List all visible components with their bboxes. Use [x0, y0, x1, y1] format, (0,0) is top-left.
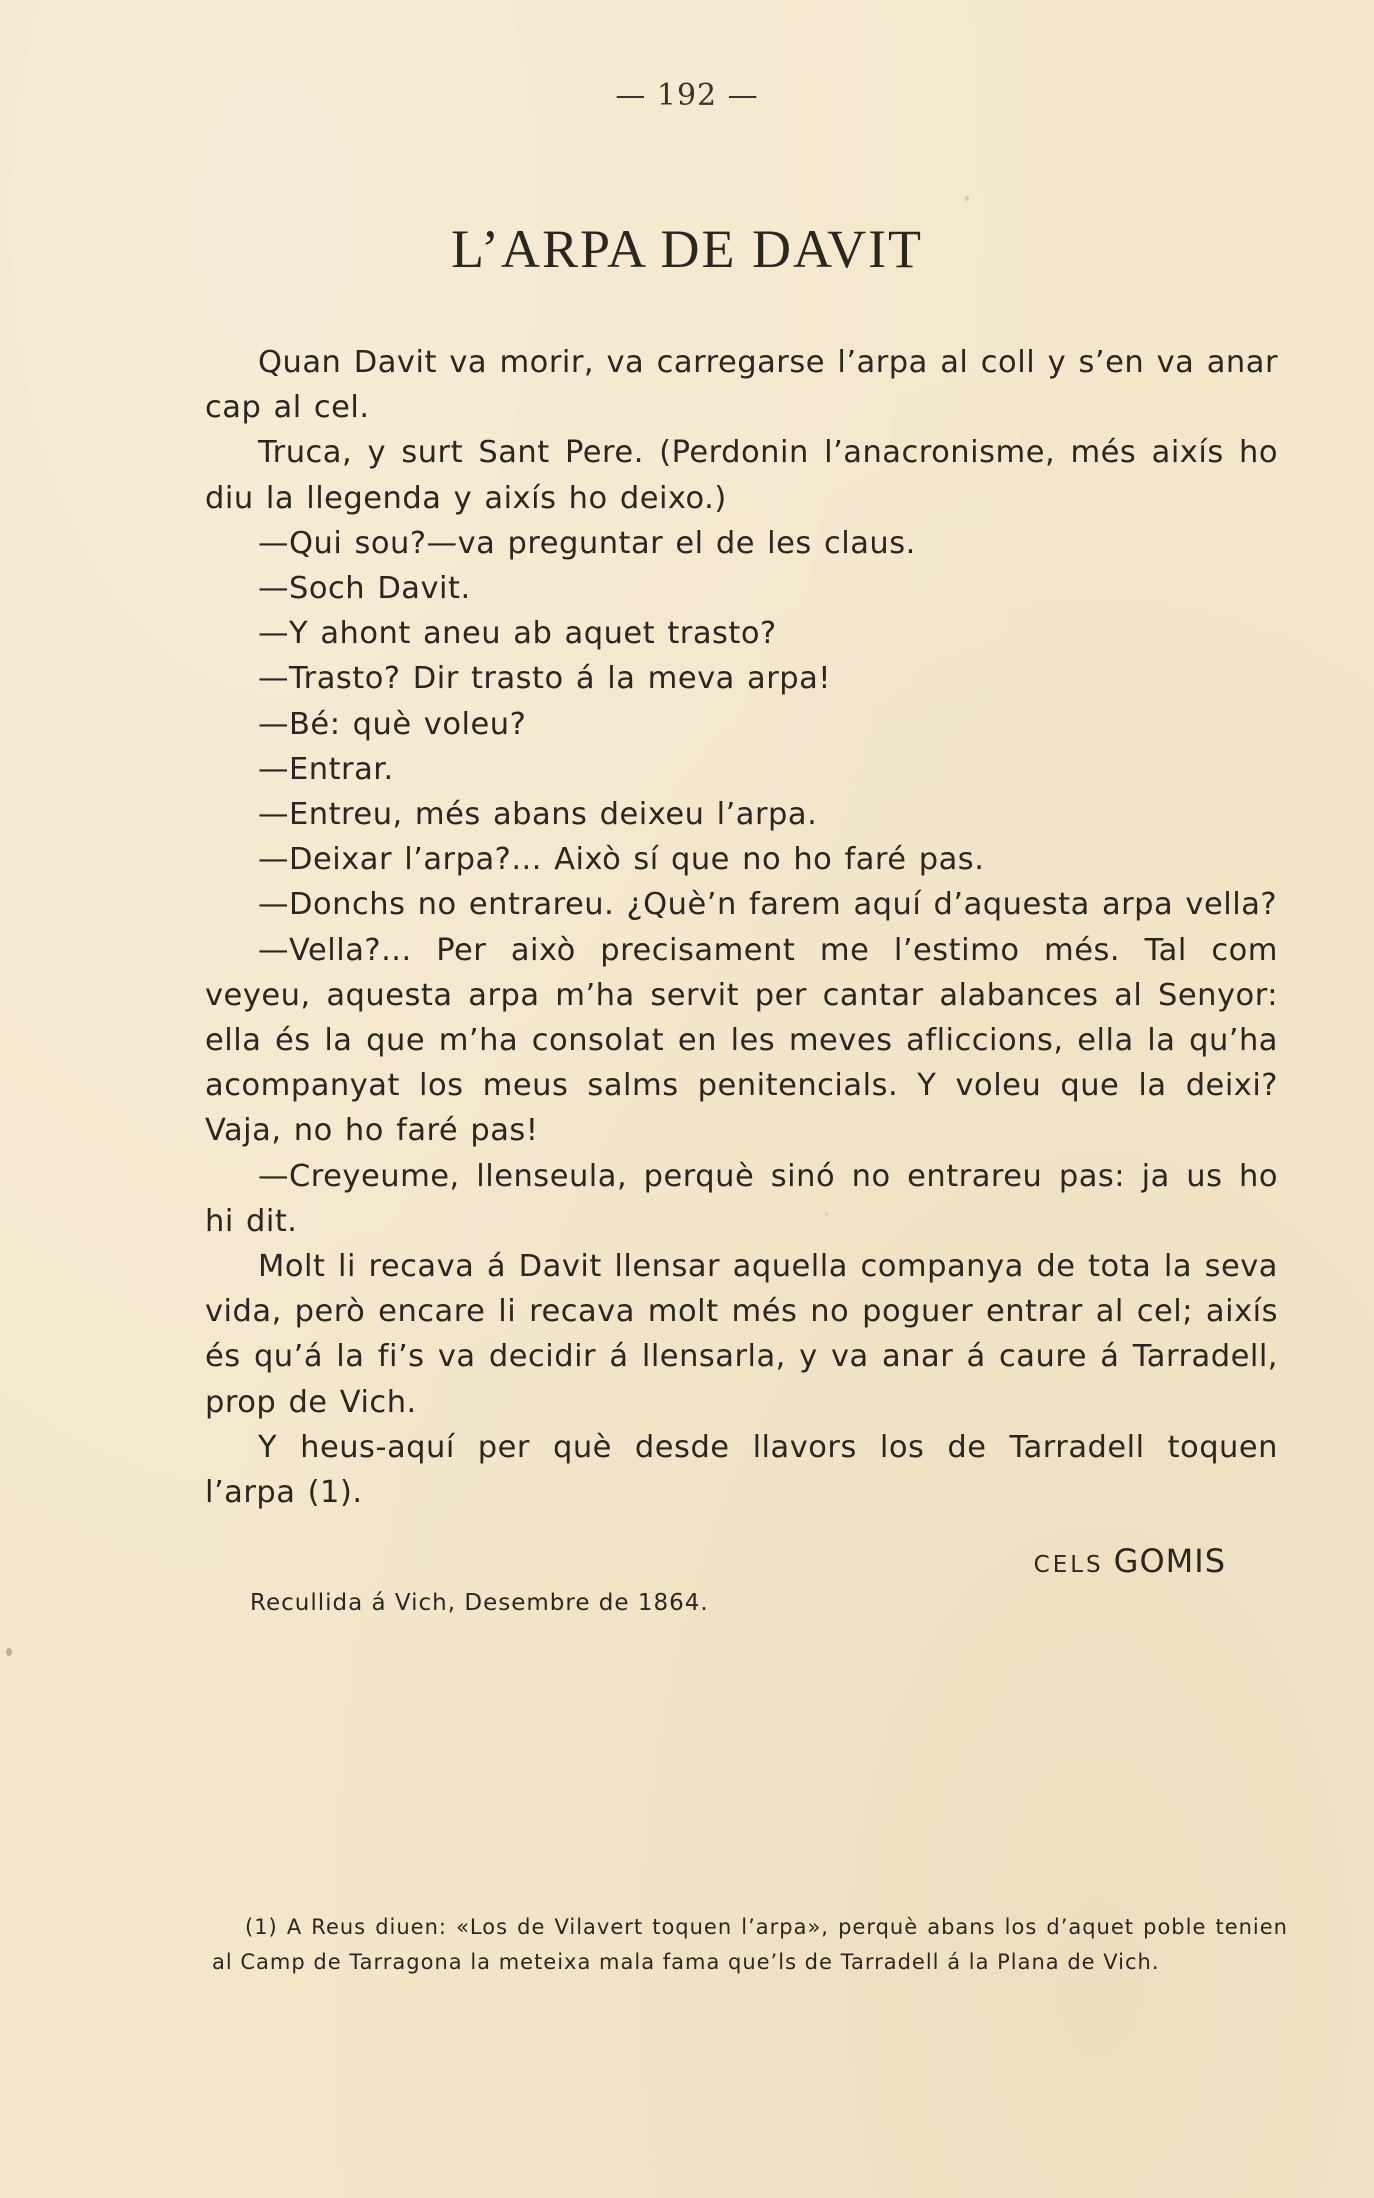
dialogue-line: —Y ahont aneu ab aquet trasto? — [258, 616, 777, 652]
dialogue-line: —Creyeume, llenseula, perquè sinó no entrareu pas: ja us ho hi dit. — [205, 1158, 1278, 1239]
dialogue-line: —Deixar l’arpa?... Això sí que no ho faré pas. — [258, 842, 985, 878]
story-title: L’ARPA DE DAVIT — [450, 219, 924, 279]
dialogue-line: —Entreu, més abans deixeu l’arpa. — [258, 797, 818, 833]
dialogue-line: —Bé: què voleu? — [258, 706, 527, 742]
paragraph: Y heus-aquí per què desde llavors los de Tarradell toquen l’arpa (1). — [205, 1429, 1278, 1511]
footnote: (1) A Reus diuen: «Los de Vilavert toquen l’arpa», perquè abans los d’aquet poble tenien al Camp de Tarragona la meteixa mala fama que’ls de Tarradell á la Plana de Vich. — [212, 1915, 1288, 1974]
dialogue-line: —Donchs no entrareu. ¿Què’n farem aquí d’aquesta arpa vella? — [258, 887, 1278, 923]
dialogue-line: —Soch Davit. — [258, 571, 471, 607]
dialogue-line: —Vella?... Per això precisament me l’estimo més. Tal com veyeu, aquesta arpa m’ha servit per cantar alabances al Senyor: ella és la que m’ha consolat en les meves afliccions, ella la qu’ha acompanyat los meus salms penitencials. Y voleu que la deixi? Vaja, no ho faré pas! — [205, 932, 1278, 1149]
collection-note: Recullida á Vich, Desembre de 1864. — [250, 1590, 709, 1616]
paragraph: Truca, y surt Sant Pere. (Perdonin l’anacronisme, més aixís ho diu la llegenda y aixís ho deixo.) — [205, 435, 1278, 516]
author-first-name: CELS — [1033, 1552, 1104, 1578]
paper-speck — [825, 1212, 828, 1216]
paragraph: Molt li recava á Davit llensar aquella companya de tota la seva vida, però encare li recava molt més no poguer entrar al cel; aixís és qu’á la fi’s va decidir á llensarla, y va anar á caure á Tarradell, prop de Vich. — [205, 1249, 1278, 1420]
page-number: — 192 — — [615, 78, 759, 113]
paper-speck — [965, 196, 969, 201]
story-body — [205, 340, 1278, 1515]
author-signature — [1034, 1542, 1226, 1580]
author-last-name: GOMIS — [1113, 1542, 1226, 1580]
dialogue-line: —Trasto? Dir trasto á la meva arpa! — [258, 661, 832, 697]
paper-speck — [6, 1648, 12, 1656]
dialogue-line: —Entrar. — [258, 751, 394, 787]
paragraph: Quan Davit va morir, va carregarse l’arpa al coll y s’en va anar cap al cel. — [205, 345, 1278, 426]
dialogue-line: —Qui sou?—va preguntar el de les claus. — [258, 525, 916, 561]
